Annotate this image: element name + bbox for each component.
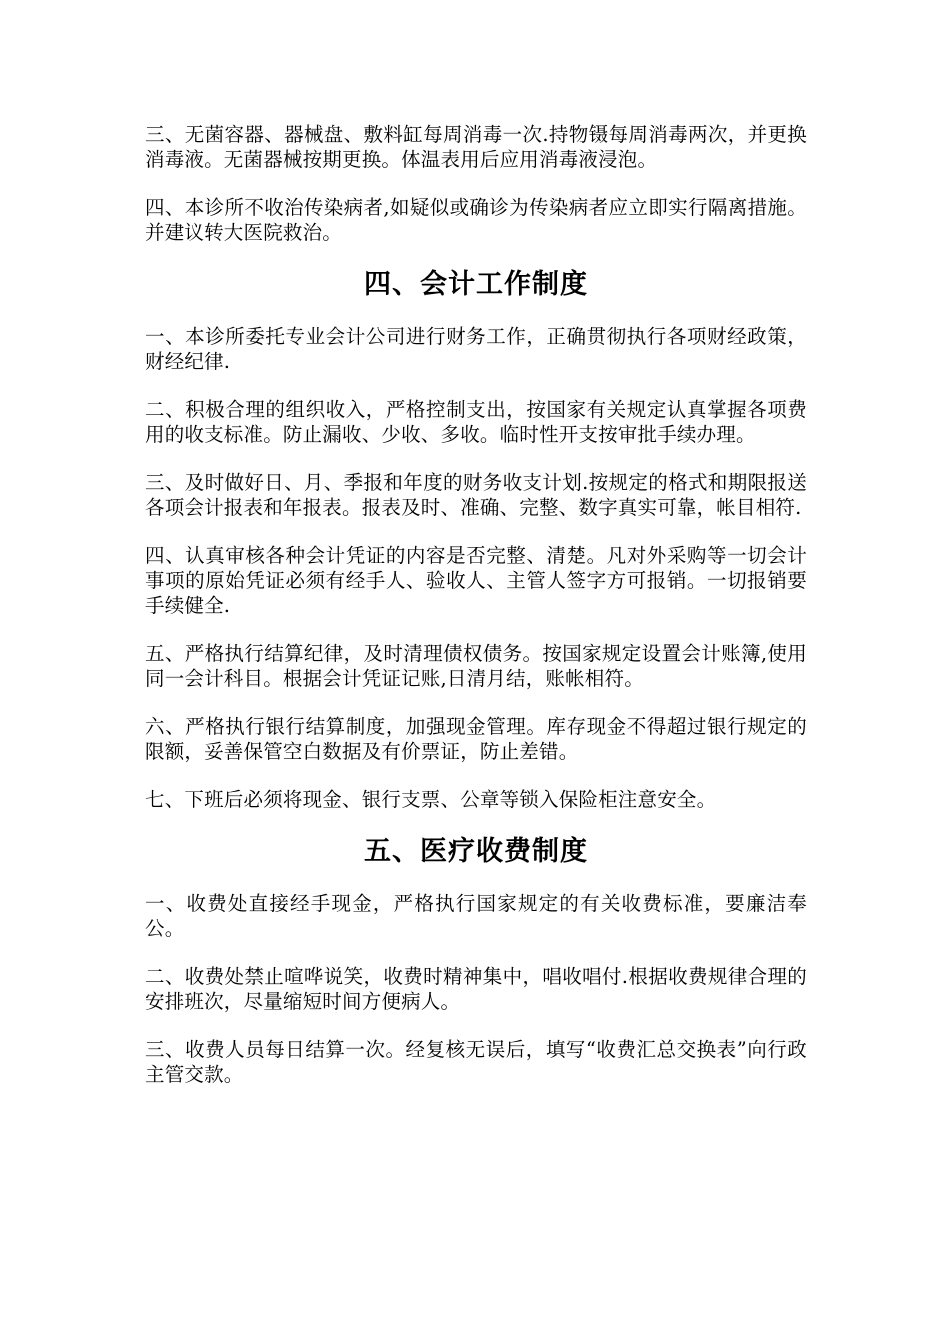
paragraph-fees-1: 一、收费处直接经手现金，严格执行国家规定的有关收费标准，要廉洁奉公。 [145,892,807,940]
paragraph-disinfection-containers: 三、无菌容器、器械盘、敷料缸每周消毒一次.持物镊每周消毒两次，并更换消毒液。无菌器械按期更换。体温表用后应用消毒液浸泡。 [145,123,807,171]
paragraph-accounting-6: 六、严格执行银行结算制度，加强现金管理。库存现金不得超过银行规定的限额，妥善保管空白数据及有价票证，防止差错。 [145,715,807,763]
section-title-accounting: 四、会计工作制度 [364,269,588,300]
paragraph-accounting-1: 一、本诊所委托专业会计公司进行财务工作，正确贯彻执行各项财经政策，财经纪律. [145,325,807,373]
paragraph-accounting-5: 五、严格执行结算纪律，及时清理债权债务。按国家规定设置会计账簿,使用同一会计科目。根据会计凭证记账,日清月结，账帐相符。 [145,642,807,690]
paragraph-infectious-disease: 四、本诊所不收治传染病者,如疑似或确诊为传染病者应立即实行隔离措施。并建议转大医院救治。 [145,196,807,244]
paragraph-accounting-2: 二、积极合理的组织收入，严格控制支出，按国家有关规定认真掌握各项费用的收支标准。防止漏收、少收、多收。临时性开支按审批手续办理。 [145,398,807,446]
section-title-fees: 五、医疗收费制度 [364,836,588,867]
paragraph-accounting-3: 三、及时做好日、月、季报和年度的财务收支计划.按规定的格式和期限报送各项会计报表和年报表。报表及时、准确、完整、数字真实可靠，帐目相符. [145,471,807,519]
paragraph-accounting-7: 七、下班后必须将现金、银行支票、公章等锁入保险柜注意安全。 [145,788,717,811]
document-page [145,122,807,1110]
paragraph-fees-3: 三、收费人员每日结算一次。经复核无误后，填写“收费汇总交换表”向行政主管交款。 [145,1038,807,1086]
paragraph-accounting-4: 四、认真审核各种会计凭证的内容是否完整、清楚。凡对外采购等一切会计事项的原始凭证必须有经手人、验收人、主管人签字方可报销。一切报销要手续健全. [145,544,807,617]
paragraph-fees-2: 二、收费处禁止喧哗说笑，收费时精神集中，唱收唱付.根据收费规律合理的安排班次，尽量缩短时间方便病人。 [145,965,807,1013]
